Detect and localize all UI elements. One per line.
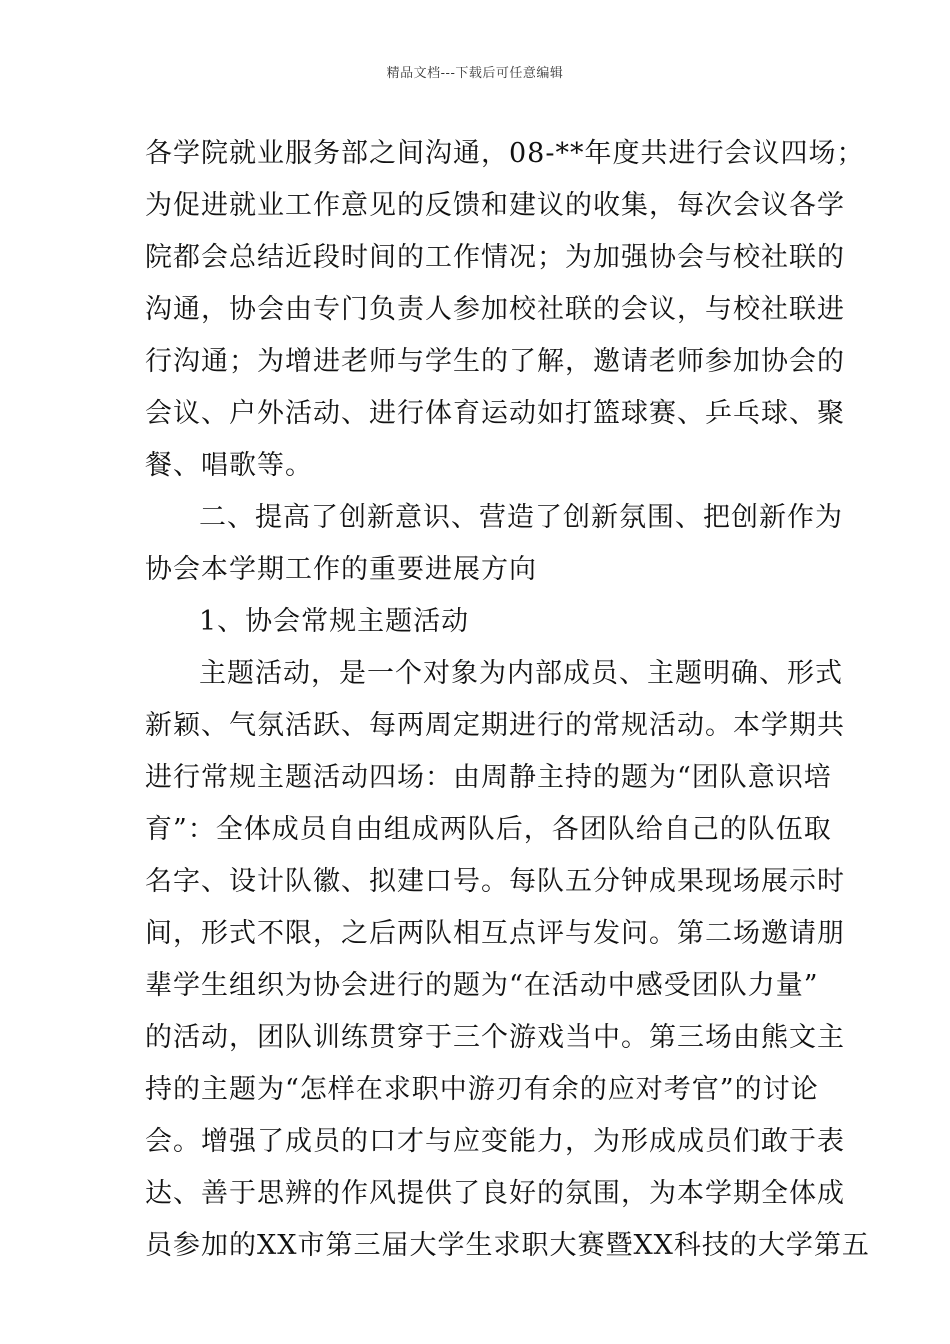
text-line: 的活动，团队训练贯穿于三个游戏当中。第三场由熊文主 bbox=[145, 1022, 845, 1053]
text-line: 育”：全体成员自由组成两队后，各团队给自己的队伍取 bbox=[145, 814, 832, 845]
text-line: 持的主题为“怎样在求职中游刃有余的应对考官”的讨论 bbox=[145, 1074, 819, 1105]
text-line: 沟通，协会由专门负责人参加校社联的会议，与校社联进 bbox=[145, 294, 845, 325]
text-line: 员参加的XX市第三届大学生求职大赛暨XX科技的大学第五 bbox=[145, 1230, 870, 1261]
text-line: 行沟通；为增进老师与学生的了解，邀请老师参加协会的 bbox=[145, 346, 845, 377]
page-header: 精品文档---下载后可任意编辑 bbox=[386, 66, 564, 81]
text-line: 院都会总结近段时间的工作情况；为加强协会与校社联的 bbox=[145, 242, 845, 273]
text-line: 名字、设计队徽、拟建口号。每队五分钟成果现场展示时 bbox=[145, 866, 845, 897]
text-line: 达、善于思辨的作风提供了良好的氛围，为本学期全体成 bbox=[145, 1178, 845, 1209]
text-line: 为促进就业工作意见的反馈和建议的收集，每次会议各学 bbox=[145, 190, 845, 221]
text-line: 各学院就业服务部之间沟通，08-**年度共进行会议四场； bbox=[145, 138, 865, 169]
text-line: 会。增强了成员的口才与应变能力，为形成成员们敢于表 bbox=[145, 1126, 845, 1157]
text-line: 进行常规主题活动四场：由周静主持的题为“团队意识培 bbox=[145, 762, 832, 793]
text-line: 间，形式不限，之后两队相互点评与发问。第二场邀请朋 bbox=[145, 918, 845, 949]
text-line: 新颖、气氛活跃、每两周定期进行的常规活动。本学期共 bbox=[145, 710, 845, 741]
subsection-heading: 1、协会常规主题活动 bbox=[199, 606, 470, 637]
body-text bbox=[145, 128, 870, 1272]
text-line: 主题活动，是一个对象为内部成员、主题明确、形式 bbox=[199, 658, 843, 689]
text-line: 辈学生组织为协会进行的题为“在活动中感受团队力量” bbox=[145, 970, 819, 1001]
section-heading-line: 二、提高了创新意识、营造了创新氛围、把创新作为 bbox=[199, 502, 843, 533]
text-line: 会议、户外活动、进行体育运动如打篮球赛、乒乓球、聚 bbox=[145, 398, 845, 429]
text-line: 餐、唱歌等。 bbox=[145, 450, 313, 481]
section-heading-line: 协会本学期工作的重要进展方向 bbox=[145, 554, 537, 585]
